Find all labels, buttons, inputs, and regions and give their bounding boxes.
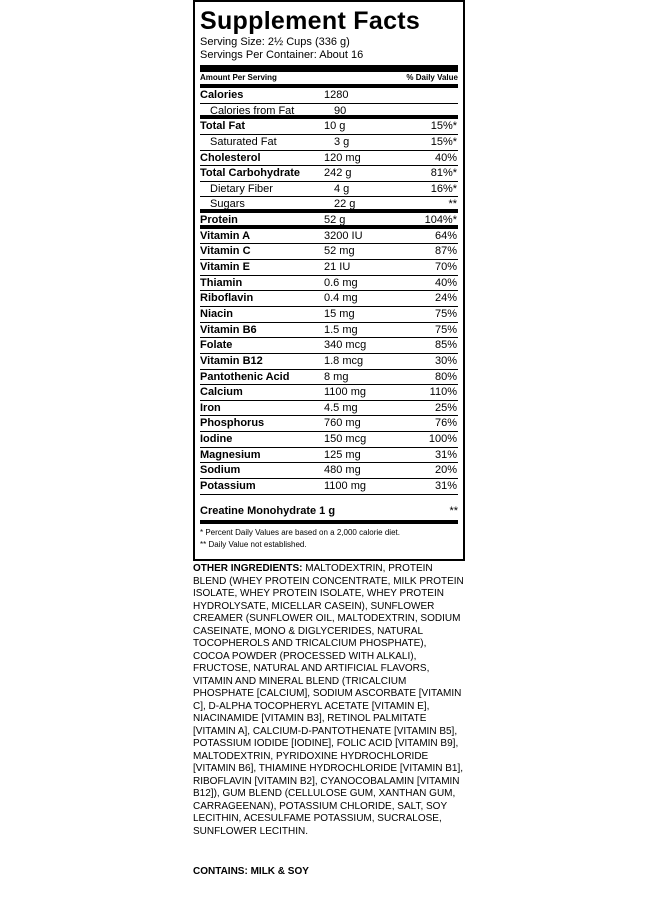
nutrient-daily-value: 40%	[434, 151, 457, 164]
nutrient-name: Calories from Fat	[210, 104, 295, 117]
nutrient-daily-value: 40%	[434, 276, 457, 289]
nutrient-amount: 21 IU	[324, 261, 351, 274]
nutrient-amount: 242 g	[324, 167, 352, 180]
allergen-statement: CONTAINS: MILK & SOY	[193, 866, 309, 877]
nutrient-row	[200, 276, 458, 292]
creatine-label: Creatine Monohydrate 1 g	[200, 504, 336, 517]
creatine-dv: **	[449, 504, 458, 517]
nutrient-row	[200, 291, 458, 307]
nutrient-name: Magnesium	[200, 448, 261, 461]
nutrient-row	[200, 151, 458, 167]
nutrient-daily-value: 76%	[434, 417, 457, 430]
nutrient-row	[200, 166, 458, 182]
nutrient-amount: 52 mg	[324, 245, 355, 258]
nutrient-daily-value: 87%	[434, 245, 457, 258]
nutrient-row	[200, 338, 458, 354]
nutrient-amount: 480 mg	[324, 464, 361, 477]
nutrient-name: Thiamin	[200, 276, 243, 289]
serving-size: Serving Size: 2½ Cups (336 g)	[200, 36, 350, 48]
nutrient-amount: 52 g	[324, 214, 346, 227]
nutrient-amount: 4 g	[334, 182, 350, 195]
other-ingredients	[193, 563, 465, 838]
nutrient-rows	[200, 88, 458, 495]
nutrient-name: Vitamin C	[200, 245, 251, 258]
servings-per-container: Servings Per Container: About 16	[200, 49, 364, 61]
nutrient-daily-value	[390, 88, 458, 103]
nutrient-daily-value: 20%	[434, 464, 457, 477]
nutrient-amount: 760 mg	[324, 417, 361, 430]
nutrient-amount: 22 g	[334, 198, 356, 211]
nutrient-row	[200, 244, 458, 260]
daily-value-label: % Daily Value	[406, 73, 458, 82]
nutrient-amount: 3200 IU	[324, 229, 363, 242]
nutrient-daily-value: 15%*	[430, 135, 457, 148]
nutrient-amount: 1.8 mcg	[324, 354, 364, 367]
nutrient-daily-value: 31%	[434, 480, 457, 493]
nutrient-daily-value: 100%	[428, 433, 457, 446]
footnote-not-established: ** Daily Value not established.	[200, 539, 307, 549]
nutrient-amount: 10 g	[324, 120, 346, 133]
nutrient-row	[200, 135, 458, 151]
nutrient-amount: 0.4 mg	[324, 292, 358, 305]
nutrient-amount: 340 mcg	[324, 339, 367, 352]
nutrient-row	[200, 229, 458, 245]
nutrient-name: Vitamin A	[200, 229, 251, 242]
nutrient-daily-value: 75%	[434, 323, 457, 336]
nutrient-name: Vitamin B12	[200, 354, 263, 367]
nutrient-row	[200, 479, 458, 495]
nutrient-name: Calcium	[200, 386, 243, 399]
nutrient-name: Pantothenic Acid	[200, 370, 290, 383]
nutrient-name: Cholesterol	[200, 151, 261, 164]
nutrient-name: Dietary Fiber	[210, 182, 273, 195]
nutrient-name: Riboflavin	[200, 292, 254, 305]
nutrient-name: Vitamin B6	[200, 323, 257, 336]
nutrient-daily-value: 64%	[434, 229, 457, 242]
nutrient-amount: 15 mg	[324, 307, 355, 320]
nutrient-daily-value: 80%	[434, 370, 457, 383]
nutrient-daily-value: 110%	[429, 386, 457, 399]
nutrient-name: Phosphorus	[200, 417, 265, 430]
nutrient-daily-value: 85%	[434, 339, 457, 352]
nutrient-daily-value: 81%*	[430, 167, 457, 180]
nutrient-daily-value	[400, 104, 458, 116]
supplement-facts-panel	[193, 0, 465, 561]
nutrient-name: Sodium	[200, 464, 241, 477]
nutrient-daily-value: **	[448, 198, 457, 211]
nutrient-row	[200, 213, 458, 229]
nutrient-amount: 4.5 mg	[324, 401, 358, 414]
creatine-row	[200, 503, 458, 524]
other-ingredients-heading: OTHER INGREDIENTS:	[193, 563, 303, 574]
nutrient-row	[200, 416, 458, 432]
amount-header	[200, 72, 458, 84]
nutrient-daily-value: 15%*	[430, 120, 457, 133]
nutrient-daily-value: 30%	[434, 354, 457, 367]
nutrient-row	[200, 197, 458, 213]
nutrient-name: Total Fat	[200, 120, 246, 133]
nutrient-name: Sugars	[210, 198, 245, 211]
nutrient-row	[200, 182, 458, 198]
nutrient-row	[200, 104, 458, 120]
nutrient-amount: 90	[334, 104, 347, 117]
nutrient-name: Saturated Fat	[210, 135, 277, 148]
nutrient-daily-value: 25%	[434, 401, 457, 414]
nutrient-row	[200, 370, 458, 386]
nutrient-amount: 1.5 mg	[324, 323, 358, 336]
nutrient-name: Total Carbohydrate	[200, 167, 301, 180]
nutrient-row	[200, 432, 458, 448]
nutrient-row	[200, 119, 458, 135]
thick-divider	[200, 65, 458, 72]
nutrient-name: Calories	[200, 89, 244, 101]
nutrient-amount: 1100 mg	[324, 386, 366, 399]
footnotes	[200, 524, 458, 551]
nutrient-amount: 125 mg	[324, 448, 361, 461]
nutrient-name: Folate	[200, 339, 233, 352]
nutrient-row	[200, 448, 458, 464]
nutrient-amount: 8 mg	[324, 370, 349, 383]
nutrient-row	[200, 323, 458, 339]
nutrient-name: Iron	[200, 401, 221, 414]
other-ingredients-text: MALTODEXTRIN, PROTEIN BLEND (WHEY PROTEIN CONCENTRATE, MILK PROTEIN ISOLATE, WHEY PROTEIN ISOLATE, WHEY PROTEIN HYDROLYSATE, MICELLAR CASEIN), SUNFLOWER CREAMER (SUNFLOWER OIL, MALTODEXTRIN, SODIUM CASEINATE, MONO & DIGLYCERIDES, NATURAL TOCOPHEROLS AND TRICALCIUM PHOSPHATE), COCOA POWDER (PROCESSED WITH ALKALI), FRUCTOSE, NATURAL AND ARTIFICIAL FLAVORS, VITAMIN AND MINERAL BLEND (TRICALCIUM PHOSPHATE [CALCIUM], SODIUM ASCORBATE [VITAMIN C], D-ALPHA TOCOPHERYL ACETATE [VITAMIN E], NIACINAMIDE [VITAMIN B3], RETINOL PALMITATE [VITAMIN A], CALCIUM-D-PANTOTHENATE [VITAMIN B5], POTASSIUM IODIDE [IODINE], FOLIC ACID [VITAMIN B9], MALTODEXTRIN, PYRIDOXINE HYDROCHLORIDE [VITAMIN B6], THIAMINE HYDROCHLORIDE [VITAMIN B1], RIBOFLAVIN [VITAMIN B2], CYANOCOBALAMIN [VITAMIN B12]), GUM BLEND (CELLULOSE GUM, XANTHAN GUM, CARRAGEENAN), POTASSIUM CHLORIDE, SALT, SOY LECITHIN, ACESULFAME POTASSIUM, SUCRALOSE, SUNFLOWER LECITHIN.	[193, 563, 464, 837]
nutrient-daily-value: 31%	[434, 448, 457, 461]
nutrient-amount: 1280	[324, 89, 349, 101]
nutrient-row	[200, 307, 458, 323]
nutrient-daily-value: 70%	[434, 261, 457, 274]
nutrient-name: Potassium	[200, 480, 256, 493]
nutrient-row	[200, 88, 458, 104]
nutrient-row	[200, 354, 458, 370]
nutrient-daily-value: 104%*	[424, 214, 457, 227]
amount-per-serving-label: Amount Per Serving	[200, 73, 277, 82]
nutrient-name: Vitamin E	[200, 261, 250, 274]
nutrient-row	[200, 260, 458, 276]
nutrient-amount: 0.6 mg	[324, 276, 358, 289]
nutrient-name: Protein	[200, 214, 238, 227]
nutrient-row	[200, 463, 458, 479]
nutrient-row	[200, 401, 458, 417]
nutrient-amount: 1100 mg	[324, 480, 366, 493]
nutrient-name: Niacin	[200, 307, 234, 320]
nutrient-daily-value: 75%	[434, 307, 457, 320]
nutrient-daily-value: 24%	[434, 292, 457, 305]
nutrient-amount: 150 mcg	[324, 433, 367, 446]
nutrient-amount: 3 g	[334, 135, 350, 148]
panel-title: Supplement Facts	[200, 7, 421, 35]
nutrient-daily-value: 16%*	[430, 182, 457, 195]
nutrient-row	[200, 385, 458, 401]
footnote-percent-dv: * Percent Daily Values are based on a 2,000 calorie diet.	[200, 527, 400, 537]
nutrient-name: Iodine	[200, 433, 233, 446]
nutrient-amount: 120 mg	[324, 151, 361, 164]
